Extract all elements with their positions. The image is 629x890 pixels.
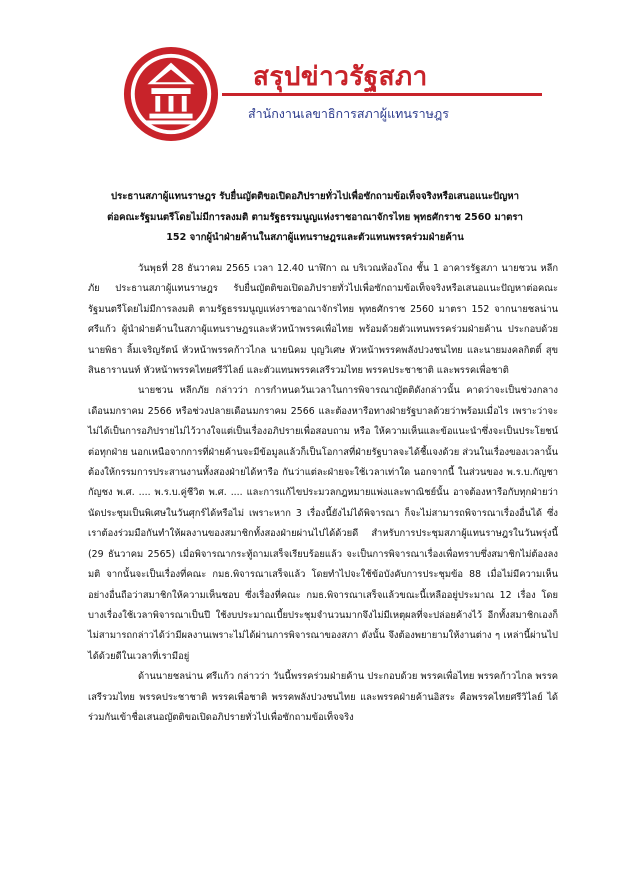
header-divider	[222, 93, 542, 96]
headline-line: ต่อคณะรัฐมนตรีโดยไม่มีการลงมติ ตามรัฐธรรมนูญแห่งราชอาณาจักรไทย พุทธศักราช 2560 มาตรา	[107, 211, 523, 223]
headline-line: 152 จากผู้นำฝ่ายค้านในสภาผู้แทนราษฎรและตัวแทนพรรคร่วมฝ่ายค้าน	[166, 232, 464, 243]
news-headline	[70, 187, 560, 249]
parliament-emblem-icon	[122, 45, 220, 143]
body-paragraph: วันพุธที่ 28 ธันวาคม 2565 เวลา 12.40 นาฬิกา ณ บริเวณห้องโถง ชั้น 1 อาคารรัฐสภา นายชวน หลีกภัย ประธานสภาผู้แทนราษฎร รับยื่นญัตติขอเปิดอภิปรายทั่วไปเพื่อซักถามข้อเท็จจริงหรือเสนอแนะปัญหาต่อคณะรัฐมนตรีโดยไม่มีการลงมติ ตามรัฐธรรมนูญแห่งราชอาณาจักรไทย พุทธศักราช 2560 มาตรา 152 จากนายชลน่าน ศรีแก้ว ผู้นำฝ่ายค้านในสภาผู้แทนราษฎรและหัวหน้าพรรคเพื่อไทย พร้อมด้วยตัวแทนพรรคร่วมฝ่ายค้าน ประกอบด้วย นายพิธา ลิ้มเจริญรัตน์ หัวหน้าพรรคก้าวไกล นายนิคม บุญวิเศษ หัวหน้าพรรคพลังปวงชนไทย และนายมงคลกิตติ์ สุขสินธารานนท์ หัวหน้าพรรคไทยศรีวิไลย์ และตัวแทนพรรคเสรีรวมไทย พรรคประชาชาติ และพรรคเพื่อชาติ	[88, 263, 558, 377]
header-subtitle: สำนักงานเลขาธิการสภาผู้แทนราษฎร	[248, 106, 449, 121]
news-body	[88, 259, 558, 728]
body-paragraph: นายชวน หลีกภัย กล่าวว่า การกำหนดวันเวลาในการพิจารณาญัตติดังกล่าวนั้น คาดว่าจะเป็นช่วงกลางเดือนมกราคม 2566 หรือช่วงปลายเดือนมกราคม 2566 และต้องหารือทางฝ่ายรัฐบาลด้วยว่าพร้อมเมื่อไร เพราะว่าจะไม่ได้เป็นการอภิปรายไม่ไว้วางใจแต่เป็นเรื่องอภิปรายเพื่อสอบถาม หรือ ให้ความเห็นและข้อแนะนำซึ่งจะเป็นประโยชน์ต่อทุกฝ่าย นอกเหนือจากการที่ฝ่ายค้านจะมีข้อมูลแล้วก็เป็นโอกาสที่ฝ่ายรัฐบาลจะได้ชี้แจงด้วย ส่วนในเรื่องของเวลานั้นต้องให้กรรมการประสานงานทั้งสองฝ่ายได้หารือ กันว่าแต่ละฝ่ายจะใช้เวลาเท่าใด นอกจากนี้ ในส่วนของ พ.ร.บ.กัญชา กัญชง พ.ศ. .... พ.ร.บ.คู่ชีวิต พ.ศ. .... และการแก้ไขประมวลกฎหมายแพ่งและพาณิชย์นั้น อาจต้องหารือกับทุกฝ่ายว่านัดประชุมเป็นพิเศษในวันศุกร์ได้หรือไม่ เพราะหาก 3 เรื่องนี้ยังไม่ได้พิจารณา ก็จะไม่สามารถพิจารณาเรื่องอื่นได้ ซึ่งเราต้องร่วมมือกันทำให้ผลงานของสมาชิกทั้งสองฝ่ายผ่านไปได้ด้วยดี สำหรับการประชุมสภาผู้แทนราษฎรในวันพรุ่งนี้ (29 ธันวาคม 2565) เมื่อพิจารณากระทู้ถามเสร็จเรียบร้อยแล้ว จะเป็นการพิจารณาเรื่องเพื่อทราบซึ่งสมาชิกไม่ต้องลงมติ จากนั้นจะเป็นเรื่องที่คณะ กมธ.พิจารณาเสร็จแล้ว โดยทำไปจะใช้ข้อบังคับการประชุมข้อ 88 เมื่อไม่มีความเห็นอย่างอื่นถือว่าสมาชิกให้ความเห็นชอบ ซึ่งเรื่องที่คณะ กมธ.พิจารณาเสร็จแล้วขณะนี้เหลืออยู่ประมาณ 12 เรื่อง โดยบางเรื่องใช้เวลาพิจารณาเป็นปี ใช้งบประมาณเบี้ยประชุมจำนวนมากจึงไม่มีเหตุผลที่จะปล่อยค้างไว้ อีกทั้งสมาชิกเองก็ไม่สามารถกล่าวได้ว่ามีผลงานเพราะไม่ได้ผ่านการพิจารณาของสภา ดังนั้น จึงต้องพยายามให้งานต่าง ๆ เหล่านี้ผ่านไปได้ด้วยดีในเวลาที่เรามีอยู่	[88, 385, 558, 662]
header-title: สรุปข่าวรัฐสภา	[253, 62, 428, 92]
headline-line: ประธานสภาผู้แทนราษฎร รับยื่นญัตติขอเปิดอภิปรายทั่วไปเพื่อซักถามข้อเท็จจริงหรือเสนอแนะปัญหา	[111, 191, 519, 202]
body-paragraph: ด้านนายชลน่าน ศรีแก้ว กล่าวว่า วันนี้พรรคร่วมฝ่ายค้าน ประกอบด้วย พรรคเพื่อไทย พรรคก้าวไกล พรรคเสรีรวมไทย พรรคประชาชาติ พรรคเพื่อชาติ พรรคพลังปวงชนไทย และพรรคฝ่ายค้านอิสระ คือพรรคไทยศรีวิไลย์ ได้ร่วมกันเข้าชื่อเสนอญัตติขอเปิดอภิปรายทั่วไปเพื่อซักถามข้อเท็จจริง	[88, 671, 558, 723]
